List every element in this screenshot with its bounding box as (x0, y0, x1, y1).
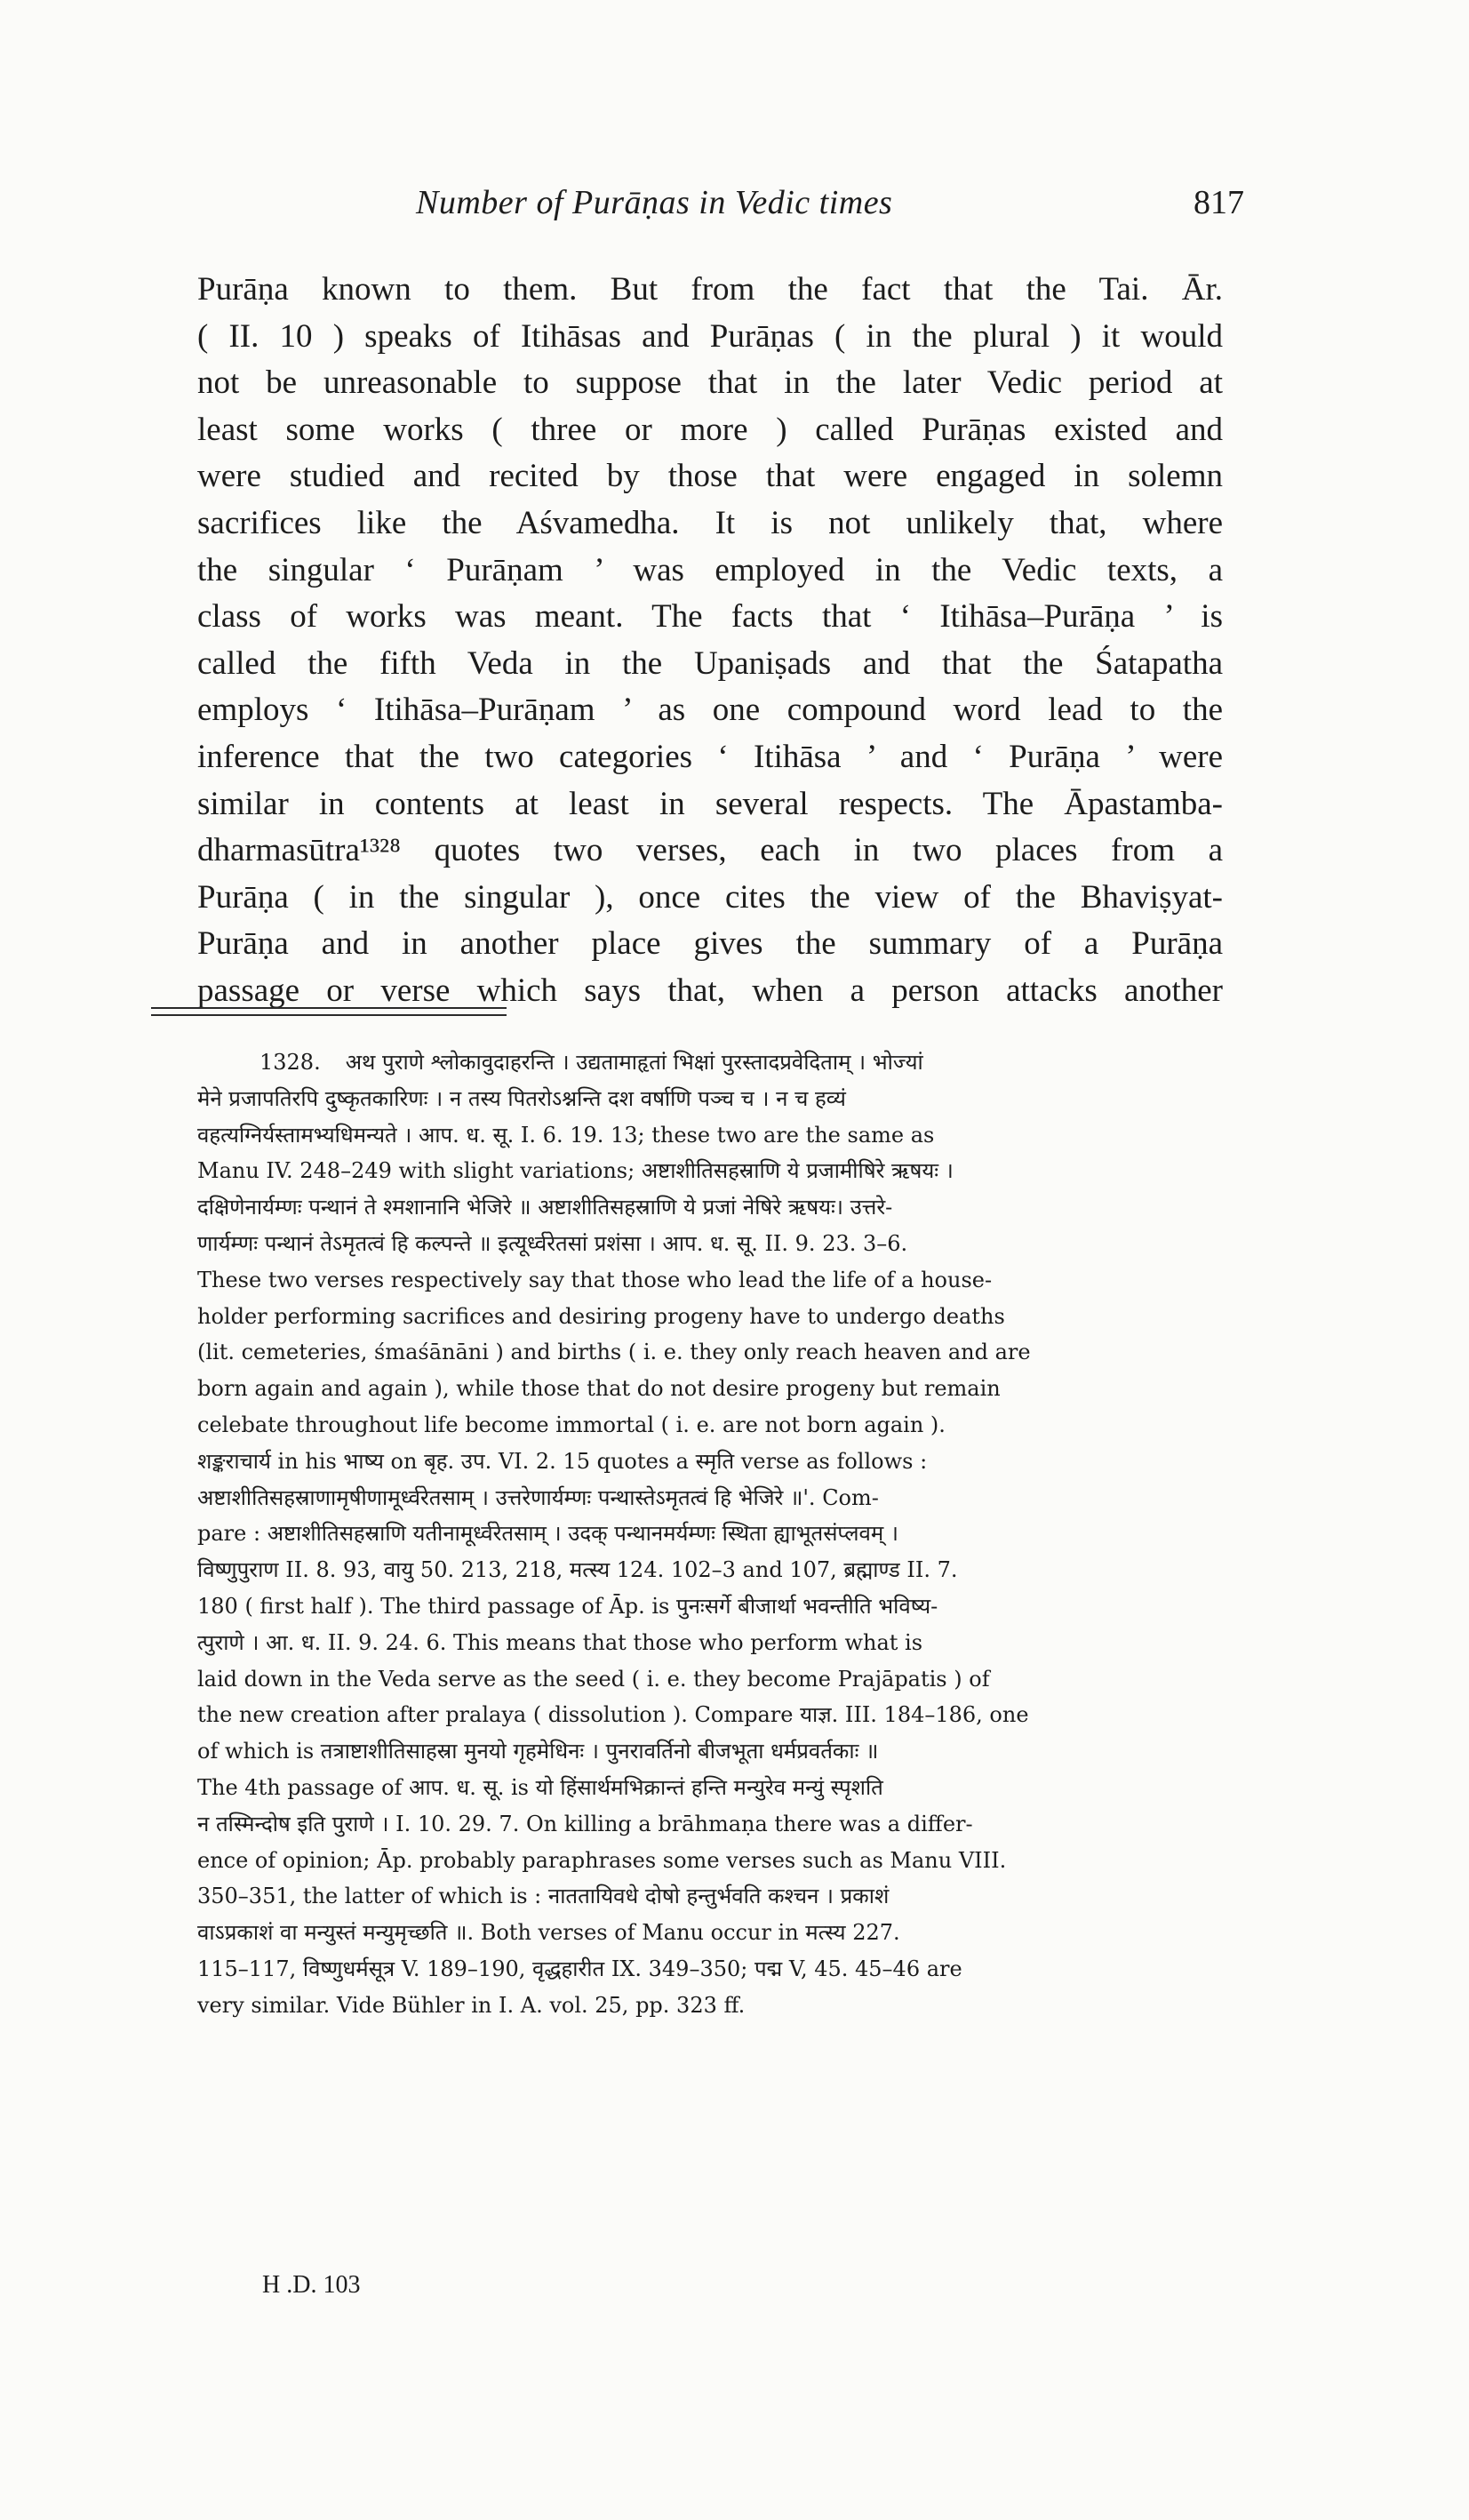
body-line: dharmasūtra¹³²⁸ quotes two verses, each in two places from a (197, 832, 1223, 869)
page-number: 817 (1194, 184, 1244, 221)
body-line: employs ‘ Itihāsa–Purāṇam ’ as one compound word lead to the (197, 692, 1223, 729)
body-line: similar in contents at least in several respects. The Āpastamba- (197, 785, 1223, 822)
footnote-line: शङ्कराचार्य in his भाष्य on बृह. उप. VI. 2. 15 quotes a स्मृति verse as follows : (197, 1448, 928, 1474)
footnote-line: laid down in the Veda serve as the seed ( i. e. they become Prajāpatis ) of (197, 1666, 990, 1692)
body-line: passage or verse which says that, when a person attacks another (197, 972, 1223, 1009)
body-line: least some works ( three or more ) called Purāṇas existed and (197, 411, 1223, 448)
footnote-line: very similar. Vide Bühler in I. A. vol. 25, pp. 323 ff. (197, 1992, 746, 2018)
footnote-line: Manu IV. 248–249 with slight variations; अष्टाशीतिसहस्राणि ये प्रजामीषिरे ऋषयः । (197, 1158, 954, 1184)
footnote-line: These two verses respectively say that those who lead the life of a house- (197, 1267, 993, 1292)
footnote-line: णार्यम्णः पन्थानं तेऽमृतत्वं हि कल्पन्ते ॥ इत्यूर्ध्वरेतसां प्रशंसा । आप. ध. सू. II. 9. 23. 3–6. (197, 1230, 908, 1256)
page-header (373, 183, 1244, 236)
body-line: Purāṇa ( in the singular ), once cites the view of the Bhaviṣyat- (197, 878, 1223, 916)
footnote-line: वहत्यग्निर्यस्तामभ्यधिमन्यते । आप. ध. सू. I. 6. 19. 13; these two are the same as (197, 1122, 935, 1148)
body-line: Purāṇa and in another place gives the summary of a Purāṇa (197, 925, 1223, 963)
footnote-line: (lit. cemeteries, śmaśānāni ) and births ( i. e. they only reach heaven and are (197, 1340, 1031, 1365)
body-line: Purāṇa known to them. But from the fact that the Tai. Ār. (197, 271, 1223, 308)
body-line: the singular ‘ Purāṇam ’ was employed in the Vedic texts, a (197, 551, 1223, 588)
footnote-separator-rule-2 (151, 1014, 507, 1016)
footnote-line: विष्णुपुराण II. 8. 93, वायु 50. 213, 218, मत्स्य 124. 102–3 and 107, ब्रह्माण्ड II. 7. (197, 1557, 958, 1583)
footnote-line: celebate throughout life become immortal ( i. e. are not born again ). (197, 1412, 946, 1437)
footnote-line: वाऽप्रकाशं वा मन्युस्तं मन्युमृच्छति ॥. Both verses of Manu occur in मत्स्य 227. (197, 1920, 900, 1946)
body-line: sacrifices like the Aśvamedha. It is not unlikely that, where (197, 504, 1223, 541)
footnote-line: मेने प्रजापतिरपि दुष्कृतकारिणः । न तस्य पितरोऽश्नन्ति दश वर्षाणि पञ्च च । न च हव्यं (197, 1085, 846, 1111)
footnote-separator-rule (151, 1007, 507, 1009)
footnote-line: ence of opinion; Āp. probably paraphrases some verses such as Manu VIII. (197, 1847, 1007, 1873)
footnote-line: the new creation after pralaya ( dissolution ). Compare याज्ञ. III. 184–186, one (197, 1702, 1029, 1728)
footnote-number: 1328. (259, 1050, 321, 1075)
footnote-line: 180 ( first half ). The third passage of Āp. is पुनःसर्गे बीजार्था भवन्तीति भविष्य- (197, 1593, 938, 1619)
footnote-line: न तस्मिन्दोष इति पुराणे । I. 10. 29. 7. On killing a brāhmaṇa there was a differ- (197, 1811, 973, 1836)
footnote-line: born again and again ), while those that do not desire progeny but remain (197, 1376, 1001, 1402)
body-line: inference that the two categories ‘ Itihāsa ’ and ‘ Purāṇa ’ were (197, 738, 1223, 775)
main-body-text (197, 267, 1223, 1015)
footnote-1328 (197, 1044, 1223, 2024)
running-title: Number of Purāṇas in Vedic times (416, 184, 893, 221)
footnote-line: pare : अष्टाशीतिसहस्राणि यतीनामूर्ध्वरेतसाम् । उदक् पन्थानमर्यम्णः स्थिता ह्याभूतसंप्लवम् । (197, 1521, 898, 1547)
body-line: ( II. 10 ) speaks of Itihāsas and Purāṇas ( in the plural ) it would (197, 317, 1223, 355)
footnote-line: त्पुराणे । आ. ध. II. 9. 24. 6. This means that those who perform what is (197, 1629, 923, 1655)
footnote-line: of which is तत्राष्टाशीतिसाहस्रा मुनयो गृहमेधिनः । पुनरावर्तिनो बीजभूता धर्मप्रवर्तकाः ॥ (197, 1739, 879, 1764)
body-line: were studied and recited by those that were engaged in solemn (197, 458, 1223, 495)
signature-mark: H .D. 103 (262, 2271, 361, 2299)
footnote-line: holder performing sacrifices and desiring progeny have to undergo deaths (197, 1303, 1005, 1329)
footnote-line: The 4th passage of आप. ध. सू. is यो हिंसार्थमभिक्रान्तं हन्ति मन्युरेव मन्युं स्पृशति (197, 1774, 883, 1800)
body-line: called the fifth Veda in the Upaniṣads and that the Śatapatha (197, 644, 1223, 682)
footnote-line: अष्टाशीतिसहस्राणामृषीणामूर्ध्वरेतसाम् । उत्तरेणार्यम्णः पन्थास्तेऽमृतत्वं हि भेजिरे ॥'. Com- (197, 1484, 879, 1510)
body-line: not be unreasonable to suppose that in the later Vedic period at (197, 364, 1223, 402)
footnote-line: 115–117, विष्णुधर्मसूत्र V. 189–190, वृद्धहारीत IX. 349–350; पद्म V, 45. 45–46 are (197, 1956, 962, 1981)
footnote-line: दक्षिणेनार्यम्णः पन्थानं ते श्मशानानि भेजिरे ॥ अष्टाशीतिसहस्राणि ये प्रजां नेषिरे ऋषयः। उत्तरे- (197, 1195, 893, 1220)
footnote-first-line-text: अथ पुराणे श्लोकावुदाहरन्ति । उद्यतामाहृतां भिक्षां पुरस्तादप्रवेदिताम् । भोज्यां (345, 1050, 923, 1075)
body-line: class of works was meant. The facts that ‘ Itihāsa–Purāṇa ’ is (197, 598, 1223, 636)
footnote-first-line (197, 1044, 1223, 1081)
footnote-lines (197, 1081, 1223, 2024)
footnote-line: 350–351, the latter of which is : नाततायिवधे दोषो हन्तुर्भवति कश्चन । प्रकाशं (197, 1884, 890, 1909)
